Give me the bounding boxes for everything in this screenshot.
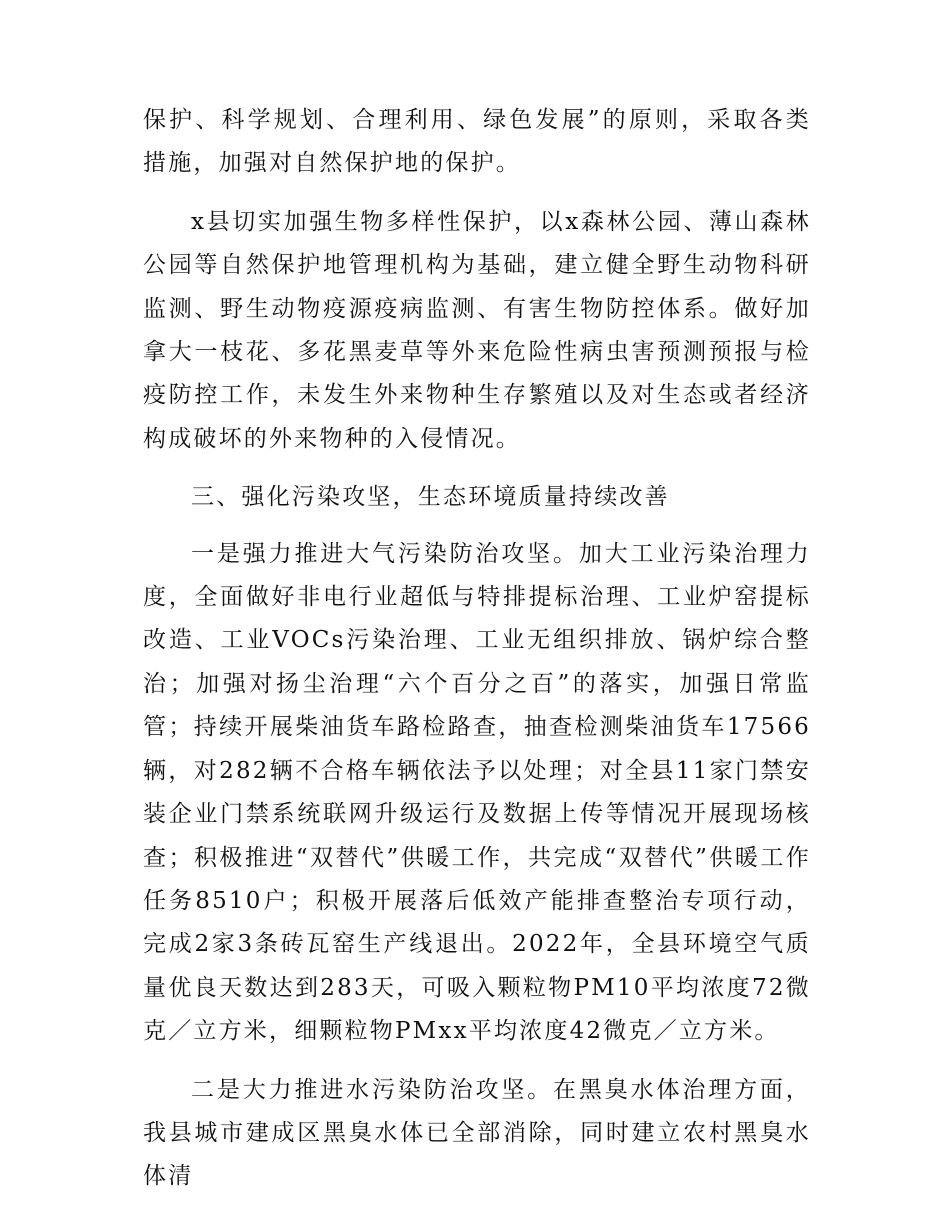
paragraph-biodiversity: x县切实加强生物多样性保护，以x森林公园、薄山森林公园等自然保护地管理机构为基础，建立健全野生动物科研监测、野生动物疫源疫病监测、有害生物防控体系。做好加拿大一枝花、多花黑麦草等外来危险性病虫害预测预报与检疫防控工作，未发生外来物种生存繁殖以及对生态或者经济构成破坏的外来物种的入侵情况。 xyxy=(143,208,811,452)
paragraph-water-pollution: 二是大力推进水污染防治攻坚。在黑臭水体治理方面，我县城市建成区黑臭水体已全部消除，同时建立农村黑臭水体清 xyxy=(143,1076,811,1190)
document-page xyxy=(143,99,811,1214)
section-heading: 三、强化污染攻坚，生态环境质量持续改善 xyxy=(191,484,670,511)
paragraph-continuation: 保护、科学规划、合理利用、绿色发展”的原则，采取各类措施，加强对自然保护地的保护。 xyxy=(143,107,811,177)
paragraph-air-pollution: 一是强力推进大气污染防治攻坚。加大工业污染治理力度，全面做好非电行业超低与特排提标治理、工业炉窑提标改造、工业VOCs污染治理、工业无组织排放、锅炉综合整治；加强对扬尘治理“六个百分之百”的落实，加强日常监管；持续开展柴油货车路检路查，抽查检测柴油货车17566辆，对282辆不合格车辆依法予以处理；对全县11家门禁安装企业门禁系统联网升级运行及数据上传等情况开展现场核查；积极推进“双替代”供暖工作，共完成“双替代”供暖工作任务8510户；积极开展落后低效产能排查整治专项行动，完成2家3条砖瓦窑生产线退出。2022年，全县环境空气质量优良天数达到283天，可吸入颗粒物PM10平均浓度72微克／立方米，细颗粒物PMxx平均浓度42微克／立方米。 xyxy=(143,540,811,1045)
